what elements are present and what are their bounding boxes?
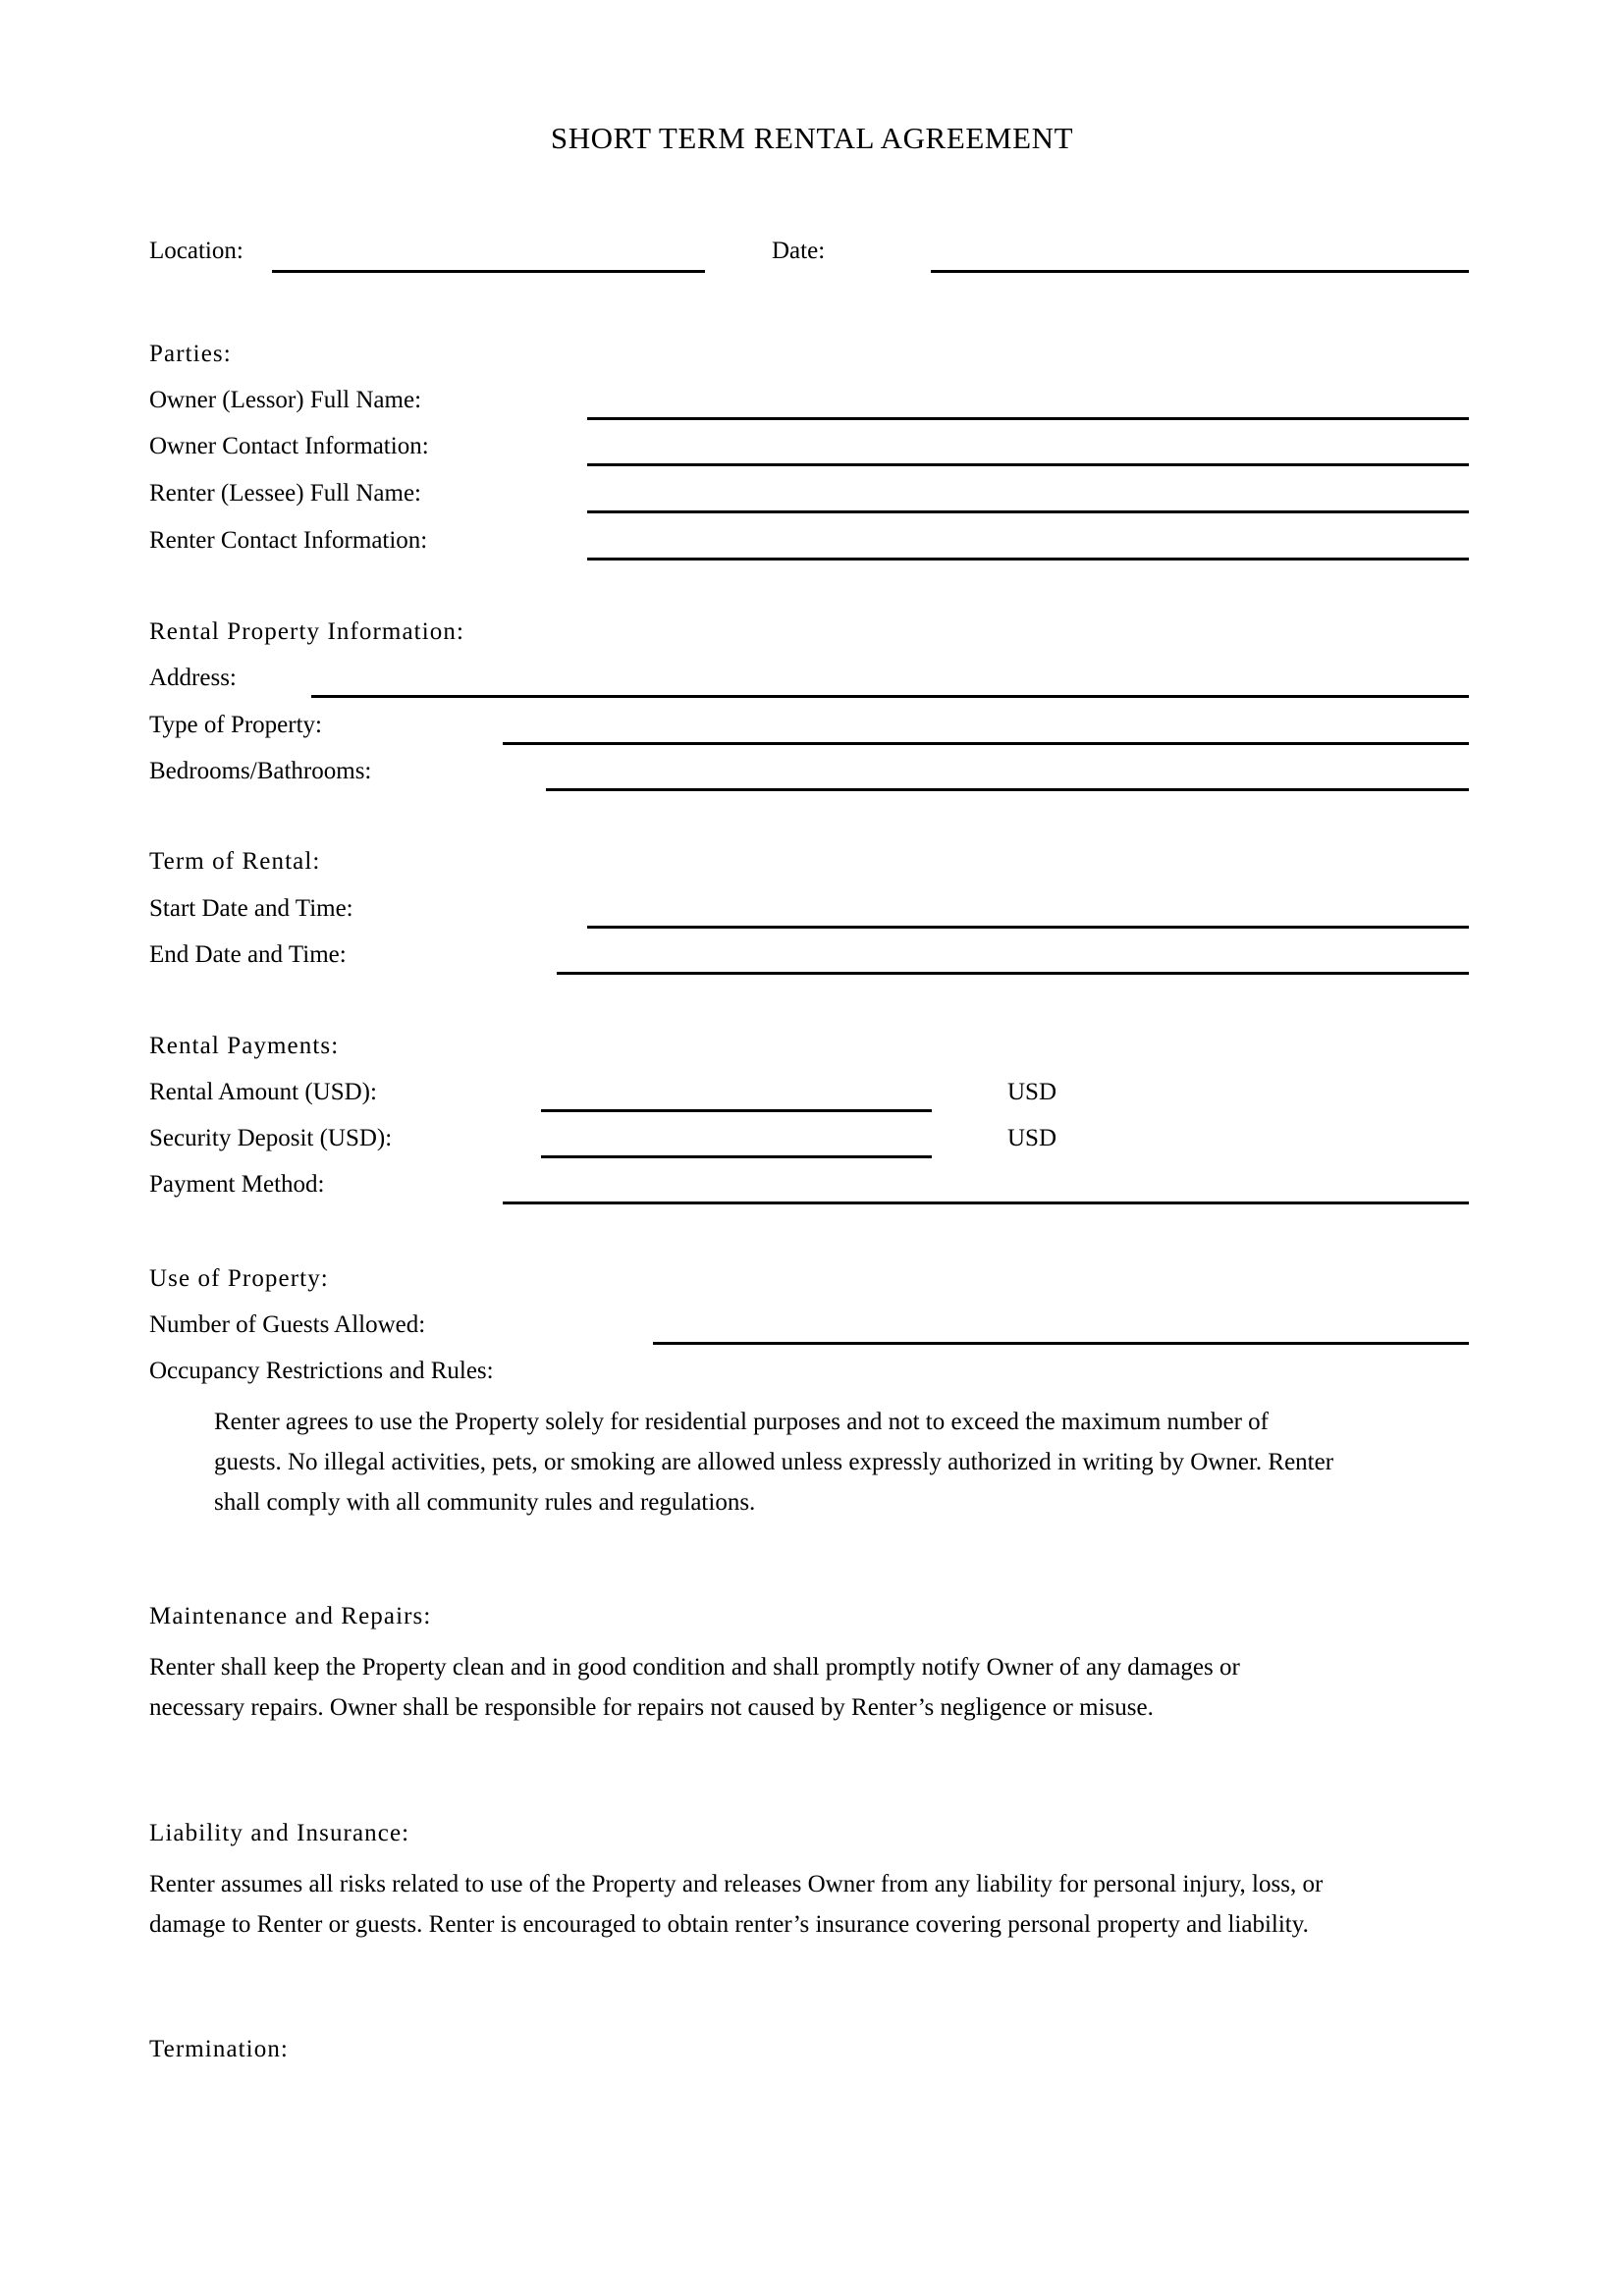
liability-paragraph <box>149 1864 1469 1945</box>
payments-section-label: Rental Payments: <box>149 1033 340 1059</box>
owner-contact-input-rule[interactable] <box>587 463 1469 466</box>
page-title: SHORT TERM RENTAL AGREEMENT <box>550 121 1074 155</box>
renter-name-label: Renter (Lessee) Full Name: <box>149 480 421 507</box>
location-input-rule[interactable] <box>272 270 705 273</box>
use-of-property-section-label: Use of Property: <box>149 1265 329 1292</box>
security-deposit-label: Security Deposit (USD): <box>149 1125 393 1151</box>
bedrooms-bathrooms-label: Bedrooms/Bathrooms: <box>149 758 372 784</box>
occupancy-rules-label: Occupancy Restrictions and Rules: <box>149 1358 494 1384</box>
maintenance-paragraph <box>149 1647 1469 1728</box>
address-input-rule[interactable] <box>311 695 1469 698</box>
date-input-rule[interactable] <box>931 270 1469 273</box>
payment-method-input-rule[interactable] <box>503 1201 1469 1204</box>
property-type-label: Type of Property: <box>149 712 322 738</box>
date-label: Date: <box>772 238 826 264</box>
liability-section-label: Liability and Insurance: <box>149 1820 410 1846</box>
owner-name-input-rule[interactable] <box>587 417 1469 420</box>
owner-contact-label: Owner Contact Information: <box>149 433 429 459</box>
renter-contact-input-rule[interactable] <box>587 558 1469 561</box>
start-date-label: Start Date and Time: <box>149 895 353 922</box>
parties-section-label: Parties: <box>149 341 232 367</box>
paragraph-line: necessary repairs. Owner shall be responsible for repairs not caused by Renter’s negligence or misuse. <box>149 1694 1154 1721</box>
location-label: Location: <box>149 238 244 264</box>
paragraph-line: shall comply with all community rules and regulations. <box>214 1489 756 1516</box>
maintenance-section-label: Maintenance and Repairs: <box>149 1603 432 1629</box>
bedrooms-bathrooms-input-rule[interactable] <box>546 788 1469 791</box>
property-section-label: Rental Property Information: <box>149 618 465 645</box>
address-label: Address: <box>149 665 237 691</box>
paragraph-line: guests. No illegal activities, pets, or smoking are allowed unless expressly authorized in writing by Owner. Renter <box>214 1449 1334 1475</box>
guests-allowed-input-rule[interactable] <box>653 1342 1469 1345</box>
rental-amount-label: Rental Amount (USD): <box>149 1079 377 1105</box>
renter-contact-label: Renter Contact Information: <box>149 527 428 554</box>
end-date-input-rule[interactable] <box>557 972 1469 975</box>
paragraph-line: Renter shall keep the Property clean and in good condition and shall promptly notify Owner of any damages or <box>149 1654 1240 1681</box>
payment-method-label: Payment Method: <box>149 1171 325 1198</box>
paragraph-line: damage to Renter or guests. Renter is encouraged to obtain renter’s insurance covering personal property and liability. <box>149 1911 1309 1938</box>
renter-name-input-rule[interactable] <box>587 510 1469 513</box>
paragraph-line: Renter agrees to use the Property solely for residential purposes and not to exceed the maximum number of <box>214 1409 1269 1435</box>
termination-section-label: Termination: <box>149 2036 289 2062</box>
end-date-label: End Date and Time: <box>149 941 347 968</box>
rental-amount-currency: USD <box>1007 1079 1057 1105</box>
security-deposit-currency: USD <box>1007 1125 1057 1151</box>
term-section-label: Term of Rental: <box>149 848 321 875</box>
paragraph-line: Renter assumes all risks related to use of the Property and releases Owner from any liability for personal injury, loss, or <box>149 1871 1324 1897</box>
guests-allowed-label: Number of Guests Allowed: <box>149 1311 426 1338</box>
security-deposit-input-rule[interactable] <box>541 1155 932 1158</box>
start-date-input-rule[interactable] <box>587 926 1469 929</box>
property-type-input-rule[interactable] <box>503 742 1469 745</box>
owner-name-label: Owner (Lessor) Full Name: <box>149 387 422 413</box>
occupancy-rules-paragraph <box>214 1402 1469 1522</box>
rental-amount-input-rule[interactable] <box>541 1109 932 1112</box>
